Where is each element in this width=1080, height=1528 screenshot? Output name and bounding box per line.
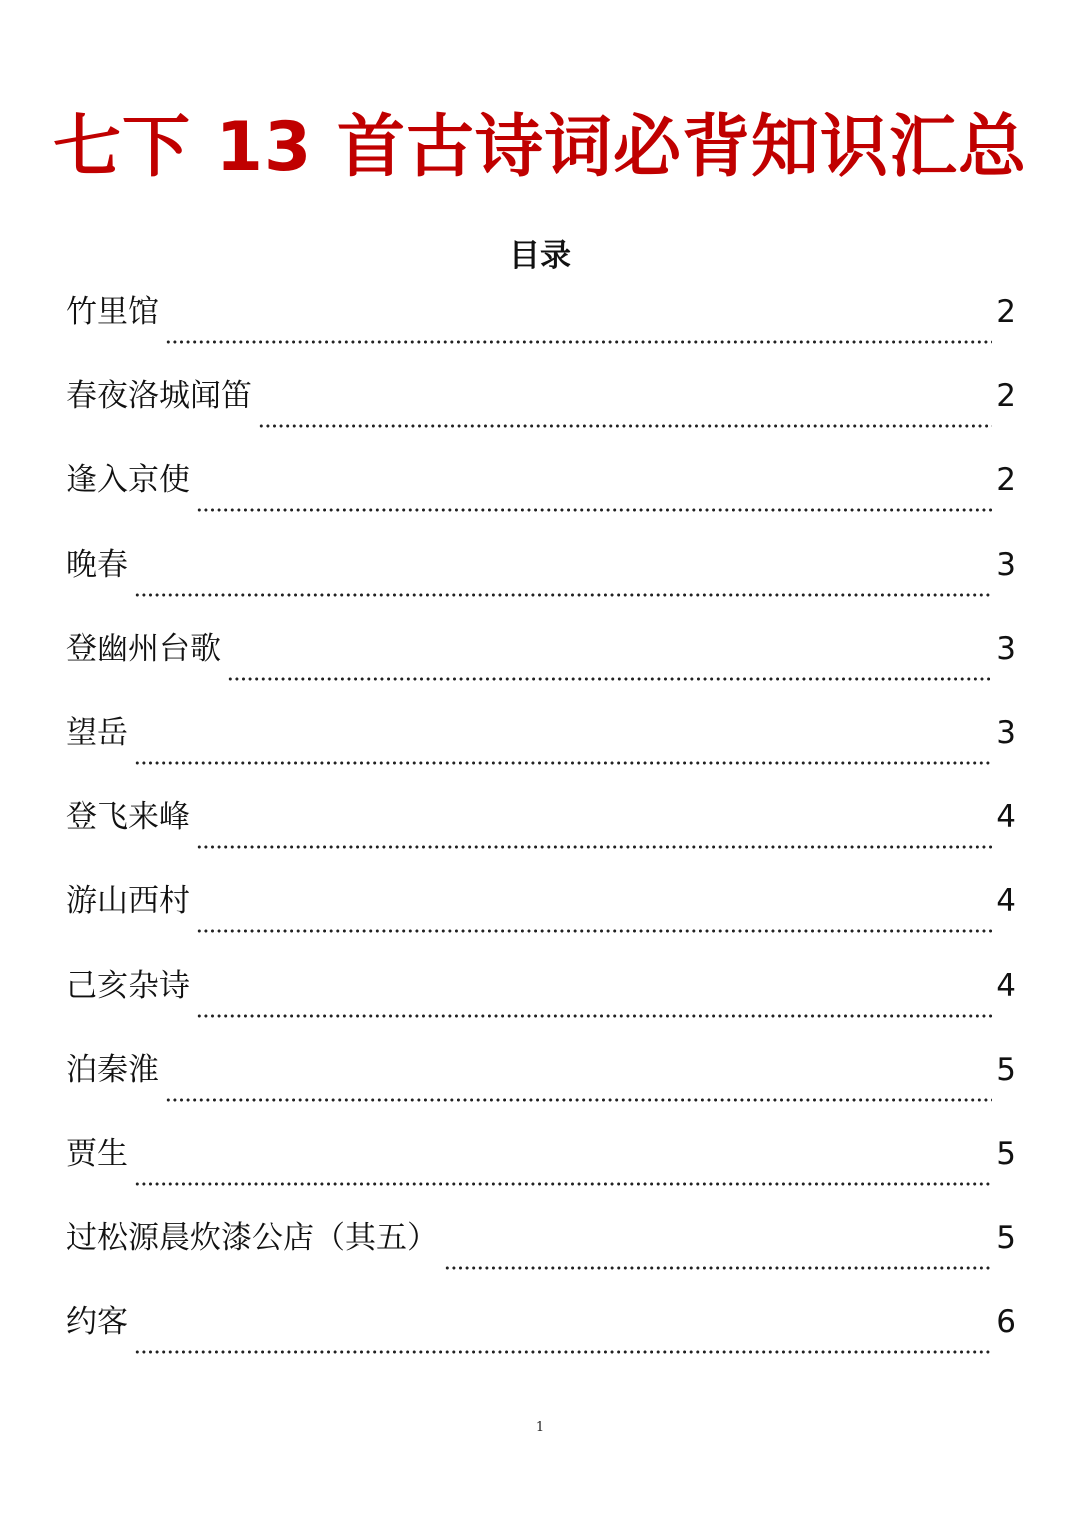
toc-entry-jiasheng[interactable] (66, 1132, 1016, 1216)
toc-entry-title: 过松源晨炊漆公店（其五） (66, 1220, 438, 1257)
toc-entry-title: 贾生 (66, 1135, 128, 1172)
toc-entry-title: 游山西村 (66, 883, 190, 920)
toc-entry-title: 望岳 (66, 714, 128, 751)
dot-leader (444, 1265, 992, 1271)
dot-leader (196, 844, 992, 850)
toc-entry-title: 逢入京使 (66, 462, 190, 499)
toc-entry-title: 登幽州台歌 (66, 630, 221, 667)
dot-leader (134, 760, 992, 766)
toc-entry-page: 2 (996, 462, 1016, 499)
dot-leader (227, 676, 992, 682)
toc-entry-dengfeilaifeng[interactable] (66, 795, 1016, 879)
toc-entry-title: 登飞来峰 (66, 799, 190, 836)
page-number: 1 (535, 1420, 545, 1435)
toc-entry-page: 2 (996, 294, 1016, 330)
toc-entry-title: 己亥杂诗 (66, 967, 190, 1004)
toc-entry-page: 4 (996, 967, 1016, 1004)
toc-entry-page: 6 (996, 1304, 1016, 1341)
toc-entry-youshanxicun[interactable] (66, 879, 1016, 963)
toc-entry-page: 5 (996, 1051, 1016, 1088)
dot-leader (165, 1097, 992, 1103)
toc-entry-page: 3 (996, 714, 1016, 751)
toc-entry-yueke[interactable] (66, 1300, 1016, 1384)
toc-entry-dengyouzhoutai[interactable] (66, 627, 1016, 711)
toc-entry-page: 4 (996, 883, 1016, 920)
toc-entry-fengrujingshi[interactable] (66, 458, 1016, 542)
toc-entry-title: 春夜洛城闻笛 (66, 378, 252, 415)
document-title: 七下 13 首古诗词必背知识汇总 (53, 108, 1027, 187)
dot-leader (258, 423, 992, 429)
toc-entry-page: 5 (996, 1220, 1016, 1257)
toc-entry-page: 3 (996, 630, 1016, 667)
dot-leader (134, 1349, 992, 1355)
toc-entry-wangyue[interactable] (66, 711, 1016, 795)
table-of-contents (66, 290, 1016, 1384)
dot-leader (134, 592, 992, 598)
toc-entry-boqinhuai[interactable] (66, 1048, 1016, 1132)
dot-leader (196, 1013, 992, 1019)
toc-entry-title: 泊秦淮 (66, 1051, 159, 1088)
toc-entry-title: 竹里馆 (66, 294, 159, 330)
toc-entry-jihaizashi[interactable] (66, 964, 1016, 1048)
toc-entry-title: 晚春 (66, 546, 128, 583)
toc-entry-guosongyuan[interactable] (66, 1216, 1016, 1300)
toc-entry-wanchun[interactable] (66, 543, 1016, 627)
toc-entry-page: 4 (996, 799, 1016, 836)
toc-heading: 目录 (509, 238, 571, 274)
dot-leader (165, 339, 992, 345)
dot-leader (196, 507, 992, 513)
toc-entry-zhuliguan[interactable] (66, 290, 1016, 374)
toc-entry-page: 3 (996, 546, 1016, 583)
toc-entry-page: 2 (996, 378, 1016, 415)
dot-leader (196, 928, 992, 934)
toc-entry-page: 5 (996, 1135, 1016, 1172)
dot-leader (134, 1181, 992, 1187)
toc-entry-title: 约客 (66, 1304, 128, 1341)
toc-entry-chunye[interactable] (66, 374, 1016, 458)
